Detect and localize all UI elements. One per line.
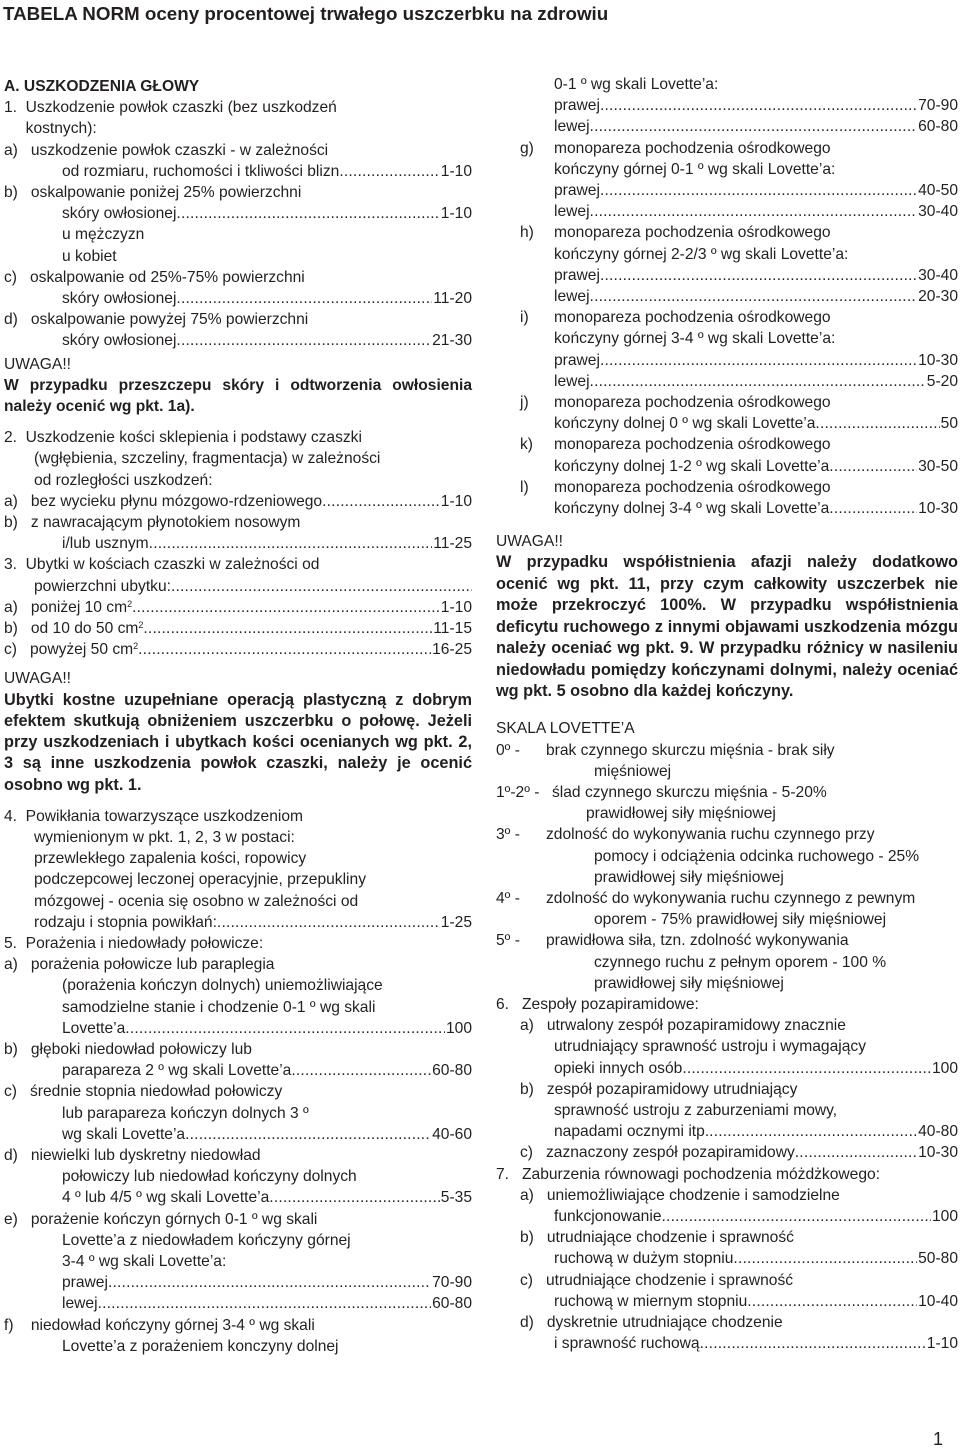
- grade-line: ślad czynnego skurczu mięśnia - 5-20%: [552, 783, 827, 801]
- item-2: [4, 427, 472, 554]
- item-6b-line: sprawność ustroju z zaburzeniami mowy,: [554, 1101, 838, 1119]
- entry-text: od rozmiaru, ruchomości i tkliwości blizn: [62, 162, 340, 180]
- entry-text: skóry owłosionej: [62, 290, 177, 308]
- entry-value: 60-80: [432, 1295, 472, 1313]
- item-line: kończyny górnej 2-2/3 º wg skali Lovette’a:: [554, 245, 849, 263]
- note-text: W przypadku przeszczepu skóry i odtworzenia owłosienia należy ocenić wg pkt. 1a).: [4, 376, 472, 416]
- item-3c-entry: [4, 639, 472, 660]
- item-5j: [496, 392, 958, 434]
- item-6b-line: b) zespół pozapiramidowy utrudniający: [520, 1080, 798, 1098]
- item-2-line: (wgłębienia, szczeliny, fragmentacja) w zależności: [34, 450, 381, 468]
- entry: [554, 498, 958, 519]
- entry-value: 50-80: [918, 1250, 958, 1268]
- item-5e-line: 3-4 º wg skali Lovette’a:: [62, 1252, 227, 1270]
- entry-text: lewej: [62, 1295, 98, 1313]
- item-line: monopareza pochodzenia ośrodkowego: [554, 436, 831, 454]
- entry-text: lewej: [554, 203, 590, 221]
- grade-line: pomocy i odciążenia odcinka ruchowego - 25%: [594, 847, 920, 865]
- entry-value: 1-10: [440, 162, 472, 180]
- item-7c-entry: [554, 1291, 958, 1312]
- entry-text: kończyny dolnej 1-2 º wg skali Lovette’a: [554, 457, 830, 475]
- item-5d-line: d) niewielki lub dyskretny niedowład: [4, 1146, 261, 1164]
- item-5a-line: samodzielne stanie i chodzenie 0-1 º wg skali: [62, 998, 376, 1016]
- entry-text: i sprawność ruchową: [554, 1335, 700, 1353]
- entry-value: 60-80: [432, 1062, 472, 1080]
- item-2-line: od rozległości uszkodzeń:: [34, 471, 213, 489]
- item-marker: k): [520, 436, 533, 454]
- scale-grade-5: [496, 930, 958, 994]
- entry-value: 70-90: [918, 97, 958, 115]
- item-5g: [496, 138, 958, 223]
- item-5e-left-entry: [62, 1293, 472, 1314]
- entry-value: 1-10: [440, 598, 472, 616]
- item-marker: h): [520, 224, 534, 242]
- item-6: [496, 994, 958, 1164]
- right-entry: [554, 265, 958, 286]
- item-5f-left-entry: [554, 116, 958, 137]
- item-4: [4, 806, 472, 933]
- entry-value: 1-10: [440, 205, 472, 223]
- item-7: [496, 1164, 958, 1355]
- item-6a-entry: [554, 1058, 958, 1079]
- item-5e-line: Lovette’a z niedowładem kończyny górnej: [62, 1231, 351, 1249]
- item-7d-entry: [554, 1333, 958, 1354]
- item-5b-line: b) głęboki niedowład połowiczy lub: [4, 1040, 252, 1058]
- entry-text: parapareza 2 º wg skali Lovette’a: [62, 1062, 292, 1080]
- entry-text: i/lub usznym: [62, 535, 149, 553]
- item-4-line: przewlekłego zapalenia kości, ropowicy: [34, 850, 307, 868]
- superscript: 2: [138, 620, 144, 631]
- item-6c-entry: [520, 1142, 958, 1163]
- superscript: 2: [127, 598, 133, 609]
- item-line: monopareza pochodzenia ośrodkowego: [554, 394, 831, 412]
- item-6a-line: a) utrwalony zespół pozapiramidowy znacznie: [520, 1017, 846, 1035]
- grade-line: prawidłowej siły mięśniowej: [594, 868, 784, 886]
- scale-grade-0: [496, 740, 958, 782]
- entry-text: napadami ocznymi itp.: [554, 1123, 710, 1141]
- entry-text: Lovette’a: [62, 1019, 126, 1037]
- entry-value: 30-40: [918, 203, 958, 221]
- item-2a-entry: [4, 491, 472, 512]
- item-line: monopareza pochodzenia ośrodkowego: [554, 139, 831, 157]
- item-7a-line: a) uniemożliwiające chodzenie i samodzielne: [520, 1186, 840, 1204]
- item-line: monopareza pochodzenia ośrodkowego: [554, 309, 831, 327]
- scale-grade-1-2: [496, 782, 958, 824]
- entry-value: 16-25: [432, 641, 472, 659]
- item-5h: [496, 222, 958, 307]
- entry-value: 1-10: [440, 492, 472, 510]
- note-heading: UWAGA!!: [4, 355, 71, 373]
- grade-line: prawidłowej siły mięśniowej: [586, 805, 776, 823]
- grade-marker: 1º-2º -: [496, 783, 540, 801]
- right-entry: [554, 350, 958, 371]
- item-4-line: wymienionym w pkt. 1, 2, 3 w postaci:: [34, 828, 295, 846]
- item-4-entry: [34, 912, 472, 933]
- item-5a-line: (porażenia kończyn dolnych) uniemożliwiające: [62, 977, 383, 995]
- entry-text: prawej: [62, 1274, 108, 1292]
- item-marker: j): [520, 394, 529, 412]
- item-7b-line: b) utrudniające chodzenie i sprawność: [520, 1229, 794, 1247]
- grade-line: prawidłowej siły mięśniowej: [594, 974, 784, 992]
- entry-value: 1-25: [440, 913, 472, 931]
- superscript: 2: [133, 641, 139, 652]
- entry-value: 50: [940, 415, 958, 433]
- item-1b-women: u kobiet: [62, 247, 117, 265]
- item-5k: [496, 434, 958, 476]
- entry-text: lewej: [554, 288, 590, 306]
- item-5d-line: połowiczy lub niedowład kończyny dolnych: [62, 1168, 357, 1186]
- item-2b-line: b) z nawracającym płynotokiem nosowym: [4, 514, 301, 532]
- left-entry: [554, 286, 958, 307]
- entry-text: prawej: [554, 182, 600, 200]
- entry-text: wg skali Lovette’a: [62, 1125, 186, 1143]
- item-marker: i): [520, 309, 529, 327]
- section-heading: A. USZKODZENIA GŁOWY: [4, 78, 200, 95]
- entry-value: 5-20: [926, 372, 958, 390]
- item-7c-line: c) utrudniające chodzenie i sprawność: [520, 1271, 794, 1289]
- item-5: [4, 933, 472, 1357]
- entry-value: 10-30: [918, 351, 958, 369]
- entry-text: lewej: [554, 118, 590, 136]
- entry-text: c) powyżej 50 cm: [4, 641, 134, 659]
- grade-line: prawidłowa siła, tzn. zdolność wykonywania: [546, 932, 849, 950]
- entry-value: 5-35: [440, 1189, 472, 1207]
- item-1a-entry: [62, 161, 472, 182]
- item-6a-line: utrudniający sprawność ustroju i wymagający: [554, 1038, 867, 1056]
- item-1c-entry: [62, 288, 472, 309]
- page-title: TABELA NORM oceny procentowej trwałego uszczerbku na zdrowiu: [3, 3, 609, 24]
- item-1b-entry: [62, 203, 472, 224]
- item-3-line: [34, 576, 472, 597]
- grade-line: oporem - 75% prawidłowej siły mięśniowej: [594, 911, 887, 929]
- item-5i: [496, 307, 958, 392]
- item-5e-right-entry: [62, 1272, 472, 1293]
- note-text: Ubytki kostne uzupełniane operacją plastyczną z dobrym efektem skutkują obniżeniem uszczerbku o połowę. Jeżeli przy uszkodzeniach i ubytkach kości ocenianych wg pkt. 2, 3 są inne uszkodzenia powłok czaszki, należy je ocenić osobno wg pkt. 1.: [4, 690, 472, 794]
- grade-line: brak czynnego skurczu mięśnia - brak siły: [546, 741, 835, 759]
- entry-text: rodzaju i stopnia powikłań:: [34, 913, 217, 931]
- left-column: [4, 76, 472, 1357]
- item-4-line: mózgowej - ocenia się osobno w zależności od: [34, 892, 359, 910]
- item-5a-entry: [62, 1018, 472, 1039]
- entry-text: ruchową w miernym stopniu: [554, 1292, 748, 1310]
- item-1: [4, 97, 472, 351]
- entry-text: lewej: [554, 372, 590, 390]
- entry-text: powierzchni ubytku:: [34, 577, 171, 595]
- grade-line: czynnego ruchu z pełnym oporem - 100 %: [594, 953, 887, 971]
- entry-text: prawej: [554, 351, 600, 369]
- item-1b-line: b) oskalpowanie poniżej 25% powierzchni: [4, 184, 302, 202]
- item-7b-entry: [554, 1248, 958, 1269]
- item-5f-line: f) niedowład kończyny górnej 3-4 º wg skali: [4, 1316, 315, 1334]
- item-5d-entry: [62, 1187, 472, 1208]
- item-line: kończyny górnej 0-1 º wg skali Lovette’a:: [554, 160, 836, 178]
- note-text: W przypadku współistnienia afazji należy dodatkowo ocenić wg pkt. 11, przy czym całkowity uszczerbek nie może przekroczyć 100%. W przypadku współistnienia deficytu ruchowego z innymi objawami uszkodzenia mózgu należy oceniać wg pkt. 9. W przypadku różnicy w nasileniu niedowładu pomiędzy kończynami dolnymi, należy oceniać wg pkt. 5 osobno dla każdej kończyny.: [496, 553, 958, 700]
- right-entry: [554, 180, 958, 201]
- item-3: [4, 554, 472, 660]
- entry: [554, 456, 958, 477]
- entry-text: skóry owłosionej: [62, 332, 177, 350]
- entry-value: 30-50: [918, 457, 958, 475]
- grade-line: mięśniowej: [594, 762, 672, 780]
- item-1d-line: d) oskalpowanie powyżej 75% powierzchni: [4, 311, 309, 329]
- item-5c-entry: [62, 1124, 472, 1145]
- entry-value: 70-90: [432, 1274, 472, 1292]
- note-heading: UWAGA!!: [4, 670, 71, 688]
- entry-value: 40-60: [432, 1125, 472, 1143]
- grade-marker: 0º -: [496, 741, 520, 759]
- item-4-line: 4. Powikłania towarzyszące uszkodzeniom: [4, 807, 304, 825]
- page-number: 1: [933, 1429, 944, 1449]
- item-3-line: 3. Ubytki w kościach czaszki w zależności od: [4, 556, 320, 574]
- left-entry: [554, 201, 958, 222]
- item-7-line: 7. Zaburzenia równowagi pochodzenia móżdżkowego:: [496, 1165, 881, 1183]
- entry-text: c) zaznaczony zespół pozapiramidowy: [520, 1144, 795, 1162]
- item-marker: g): [520, 139, 534, 157]
- entry-value: 100: [931, 1059, 958, 1077]
- item-5f-line: Lovette’a z porażeniem konczyny dolnej: [62, 1337, 339, 1355]
- item-5f-right-entry: [554, 95, 958, 116]
- entry-value: 11-25: [433, 535, 472, 553]
- item-5b-entry: [62, 1060, 472, 1081]
- entry-value: 100: [445, 1019, 472, 1037]
- item-5-line: 5. Porażenia i niedowłady połowicze:: [4, 934, 264, 952]
- item-1b-men: u mężczyzn: [62, 226, 145, 244]
- entry-value: 60-80: [918, 118, 958, 136]
- entry-value: 21-30: [432, 332, 472, 350]
- grade-marker: 3º -: [496, 826, 520, 844]
- item-7d-line: d) dyskretnie utrudniające chodzenie: [520, 1314, 783, 1331]
- item-2-line: 2. Uszkodzenie kości sklepienia i podstawy czaszki: [4, 429, 362, 447]
- entry-text: kończyny dolnej 3-4 º wg skali Lovette’a: [554, 500, 830, 518]
- item-1-line: kostnych):: [4, 120, 97, 138]
- entry-text: kończyny dolnej 0 º wg skali Lovette’a: [554, 415, 816, 433]
- entry-text: funkcjonowanie: [554, 1207, 662, 1225]
- scale-grade-3: [496, 824, 958, 888]
- note-heading: UWAGA!!: [496, 533, 563, 551]
- grade-marker: 5º -: [496, 932, 520, 950]
- grade-marker: 4º -: [496, 889, 520, 907]
- item-1a-line: a) uszkodzenie powłok czaszki - w zależności: [4, 141, 329, 159]
- entry-value: 30-40: [918, 266, 958, 284]
- item-5f-line: 0-1 º wg skali Lovette’a:: [554, 76, 719, 93]
- item-line: monopareza pochodzenia ośrodkowego: [554, 478, 831, 496]
- right-column: [496, 74, 958, 1354]
- entry-text: opieki innych osób: [554, 1059, 683, 1077]
- entry-value: 11-20: [433, 290, 472, 308]
- item-5l: [496, 477, 958, 519]
- item-1d-entry: [62, 330, 472, 351]
- entry-text: skóry owłosionej: [62, 205, 177, 223]
- entry-text: ruchową w dużym stopniu: [554, 1250, 734, 1268]
- entry-text: a) poniżej 10 cm: [4, 598, 128, 616]
- entry-value: 40-80: [918, 1123, 958, 1141]
- item-3b-entry: [4, 618, 472, 639]
- entry-value: 100: [931, 1207, 958, 1225]
- grade-line: zdolność do wykonywania ruchu czynnego z pewnym: [546, 889, 916, 907]
- entry-text: 4 º lub 4/5 º wg skali Lovette’a: [62, 1189, 270, 1207]
- entry-text: a) bez wycieku płynu mózgowo-rdzeniowego: [4, 492, 323, 510]
- entry: [554, 413, 958, 434]
- item-1-line: 1. Uszkodzenie powłok czaszki (bez uszkodzeń: [4, 99, 337, 117]
- item-line: monopareza pochodzenia ośrodkowego: [554, 224, 831, 242]
- entry-value: 10-30: [918, 1144, 958, 1162]
- entry-value: 1-10: [926, 1335, 958, 1353]
- item-5a-line: a) porażenia połowicze lub paraplegia: [4, 956, 275, 974]
- item-6-line: 6. Zespoły pozapiramidowe:: [496, 995, 699, 1013]
- scale-grade-4: [496, 888, 958, 930]
- entry-text: prawej: [554, 97, 600, 115]
- item-6b-entry: [554, 1121, 958, 1142]
- item-line: kończyny górnej 3-4 º wg skali Lovette’a:: [554, 330, 836, 348]
- entry-value: 11-15: [433, 620, 472, 638]
- entry-value: 20-30: [918, 288, 958, 306]
- entry-text: prawej: [554, 266, 600, 284]
- entry-value: 10-30: [918, 500, 958, 518]
- item-5f-continued: [554, 74, 958, 138]
- item-5c-line: lub parapareza kończyn dolnych 3 º: [62, 1104, 309, 1122]
- item-1c-line: c) oskalpowanie od 25%-75% powierzchni: [4, 268, 305, 286]
- entry-text: b) od 10 do 50 cm: [4, 620, 139, 638]
- item-marker: l): [520, 478, 529, 496]
- item-7a-entry: [554, 1206, 958, 1227]
- left-entry: [554, 371, 958, 392]
- item-5e-line: e) porażenie kończyn górnych 0-1 º wg skali: [4, 1210, 318, 1228]
- entry-value: 40-50: [918, 182, 958, 200]
- item-3a-entry: [4, 597, 472, 618]
- entry-value: 10-40: [918, 1292, 958, 1310]
- scale-heading: SKALA LOVETTE’A: [496, 720, 635, 738]
- item-5c-line: c) średnie stopnia niedowład połowiczy: [4, 1083, 283, 1101]
- item-2b-entry: [62, 533, 472, 554]
- item-4-line: podczepcowej leczonej operacyjnie, przepukliny: [34, 871, 366, 889]
- grade-line: zdolność do wykonywania ruchu czynnego przy: [546, 826, 875, 844]
